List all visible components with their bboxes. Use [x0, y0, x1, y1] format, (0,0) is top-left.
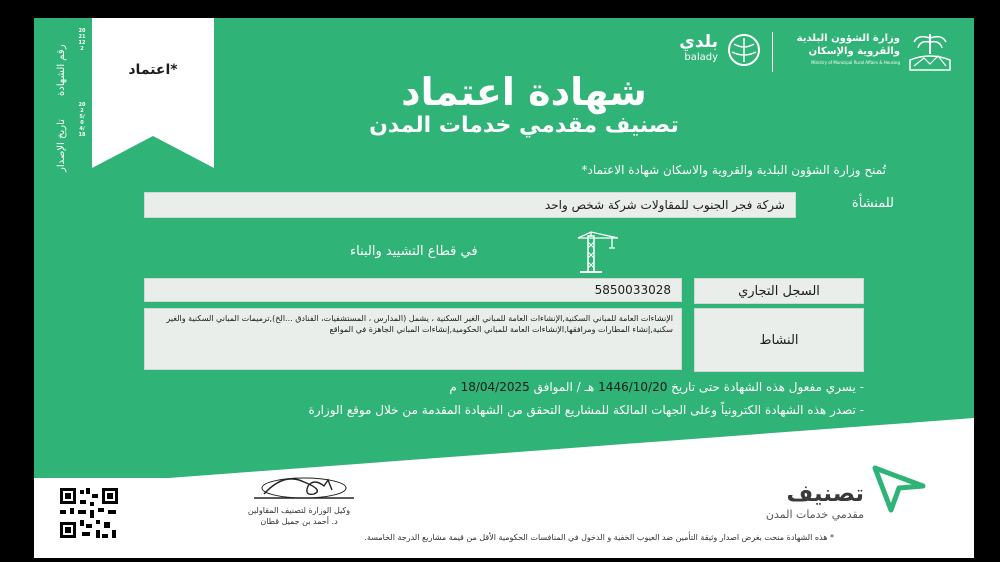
signatory-name: د. أحمد بن جميل قطان: [260, 517, 338, 526]
establishment-value: شركة فجر الجنوب للمقاولات شركة شخص واحد: [544, 198, 785, 212]
brand-title: تصنيف: [786, 481, 864, 507]
hijri-date: 1446/10/20: [598, 380, 668, 394]
qr-code: [56, 484, 122, 542]
cr-value: 5850033028: [594, 283, 671, 297]
cert-number: 2021122: [78, 28, 86, 52]
gregorian-suffix: م: [449, 380, 457, 394]
logo-divider: [772, 32, 773, 72]
establishment-field: [144, 192, 796, 218]
activity-field: [144, 308, 682, 370]
ministry-name-en: Ministry of Municipal Rural Affairs & Housing: [811, 60, 900, 65]
signatory: [219, 505, 379, 527]
crane-icon: [574, 228, 620, 274]
certificate-title: شهادة اعتماد: [401, 70, 647, 114]
activity-label-box: [694, 308, 864, 372]
certificate-subtitle: تصنيف مقدمي خدمات المدن: [369, 113, 679, 138]
certificate: [34, 18, 974, 558]
issue-date: 2025/04/18: [78, 102, 86, 138]
ribbon-badge: [92, 18, 214, 168]
ministry-logo: [904, 30, 956, 74]
balady-logo: [722, 30, 766, 70]
signature: [234, 468, 374, 504]
sector-text: في قطاع التشييد والبناء: [350, 244, 478, 259]
balady-english: balady: [684, 52, 718, 63]
establishment-label: للمنشأة: [851, 196, 894, 211]
ministry-name: وزارة الشؤون البلدية والقروية والإسكان: [796, 33, 900, 57]
ribbon-text: اعتماد*: [128, 62, 178, 78]
agreement-word: الموافق: [533, 380, 573, 394]
validity-line: [304, 380, 864, 394]
side-strip: [34, 18, 90, 193]
activity-label: النشاط: [759, 332, 799, 348]
issue-note: - تصدر هذه الشهادة الكترونياً وعلى الجهات المالكة للمشاريع التحقق من الشهادة المقدمة من خلال موقع الوزارة: [308, 403, 864, 417]
signatory-role: وكيل الوزارة لتصنيف المقاولين: [247, 506, 351, 515]
validity-prefix: - يسري مفعول هذه الشهادة حتى تاريخ: [671, 380, 864, 394]
issue-date-label: تاريخ الإصدار: [56, 119, 67, 172]
tasnif-arrow-icon: [869, 458, 929, 518]
cert-number-label: رقم الشهادة: [56, 44, 67, 96]
footnote: * هذه الشهادة منحت بغرض اصدار وثيقة التأمين ضد العيوب الخفية و الدخول في المنافسات الحكومية الأقل من قيمة مشاريع الدرجة الخامسة.: [364, 533, 834, 542]
brand-subtitle: مقدمي خدمات المدن: [765, 508, 864, 521]
balady-arabic: بلدي: [679, 32, 718, 52]
activity-value: الإنشاءات العامة للمباني السكنية,الإنشاءات العامة للمباني الغير السكنية ، يشمل (المدارس ، المستشفيات، الفنادق ...الخ),ترميمات المباني السكنية والغير سكنية,إنشاء المطارات ومرافقها,الإنشاءات العامة للمباني الحكومية,إنشاءات المباني الجاهزة في المواقع: [166, 314, 673, 334]
hijri-suffix: هـ /: [576, 380, 595, 394]
intro-text: تُمنح وزارة الشؤون البلدية والقروية والاسكان شهادة الاعتماد*: [581, 163, 886, 177]
gregorian-date: 18/04/2025: [460, 380, 530, 394]
cr-label-box: [694, 278, 864, 304]
cr-label: السجل التجاري: [738, 283, 820, 299]
cr-field: [144, 278, 682, 302]
